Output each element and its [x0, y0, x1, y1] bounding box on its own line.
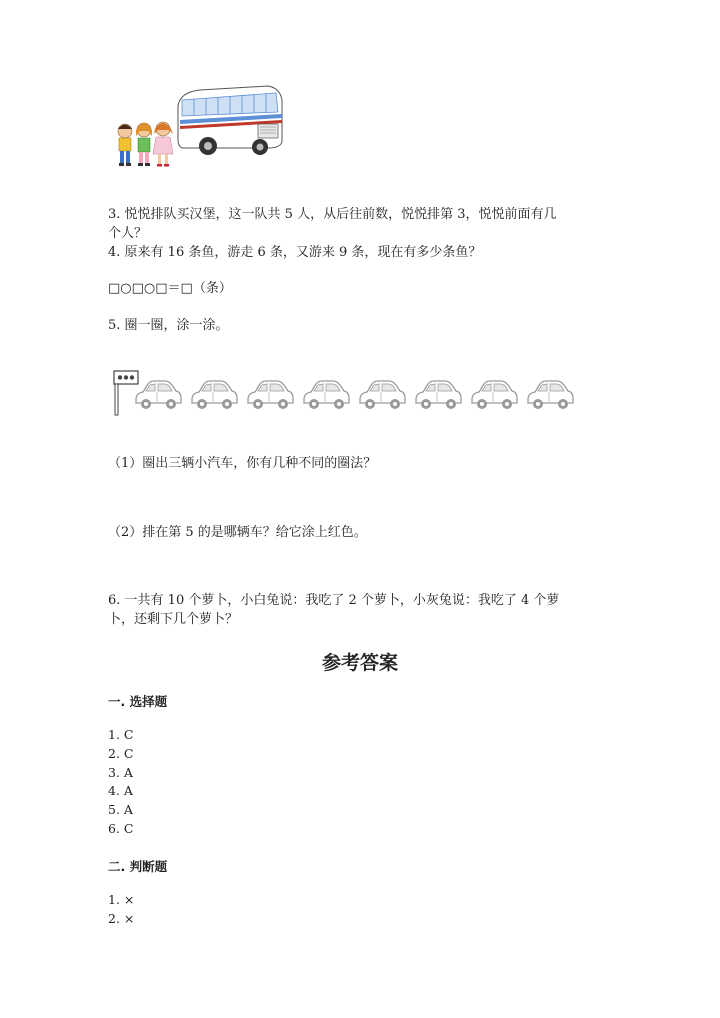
kids-bus-illustration [108, 84, 283, 170]
car-icon[interactable] [525, 378, 575, 412]
car-icon[interactable] [245, 378, 295, 412]
question-5-sub-1: （1）圈出三辆小汽车，你有几种不同的圈法？ [108, 456, 377, 471]
kid-2-icon [136, 123, 152, 166]
choice-answers-list [108, 726, 133, 839]
car-icon[interactable] [413, 378, 463, 412]
choice-answer-item: 1. C [108, 727, 134, 742]
car-icon[interactable] [357, 378, 407, 412]
answers-title: 参考答案 [321, 652, 398, 674]
choice-answer-item: 2. C [108, 745, 134, 761]
judge-answers-list [108, 891, 134, 929]
car-icon[interactable] [469, 378, 519, 412]
kid-3-icon [153, 122, 173, 167]
question-5: 5. 圈一圈，涂一涂。 [108, 318, 229, 333]
car-icon[interactable] [133, 378, 183, 412]
question-5-sub-2: （2）排在第 5 的是哪辆车？给它涂上红色。 [108, 525, 367, 540]
car-icon[interactable] [189, 378, 239, 412]
judge-answer-item: 2. × [108, 910, 135, 926]
question-3-line-1: 3. 悦悦排队买汉堡，这一队共 5 人，从后往前数，悦悦排第 3，悦悦前面有几 [108, 207, 557, 222]
section-judge-heading: 二. 判断题 [108, 859, 168, 874]
choice-answer-item: 3. A [108, 764, 133, 780]
kid-1-icon [118, 124, 132, 166]
choice-answer-item: 6. C [108, 820, 134, 836]
question-4: 4. 原来有 16 条鱼，游走 6 条，又游来 9 条，现在有多少条鱼？ [108, 245, 482, 260]
question-6-line-1: 6. 一共有 10 个萝卜，小白兔说：我吃了 2 个萝卜，小灰兔说：我吃了 4 个萝 [108, 593, 560, 608]
choice-answer-item: 5. A [108, 802, 133, 818]
bus-icon [178, 86, 282, 155]
car-icon[interactable] [301, 378, 351, 412]
question-6-line-2: 卜，还剩下几个萝卜？ [108, 612, 239, 627]
question-3-line-2: 个人？ [108, 226, 148, 241]
question-4-formula: □○□○□＝□（条） [108, 281, 232, 296]
choice-answer-item: 4. A [108, 783, 133, 799]
judge-answer-item: 1. × [108, 892, 135, 907]
section-choice-heading: 一. 选择题 [108, 694, 168, 709]
